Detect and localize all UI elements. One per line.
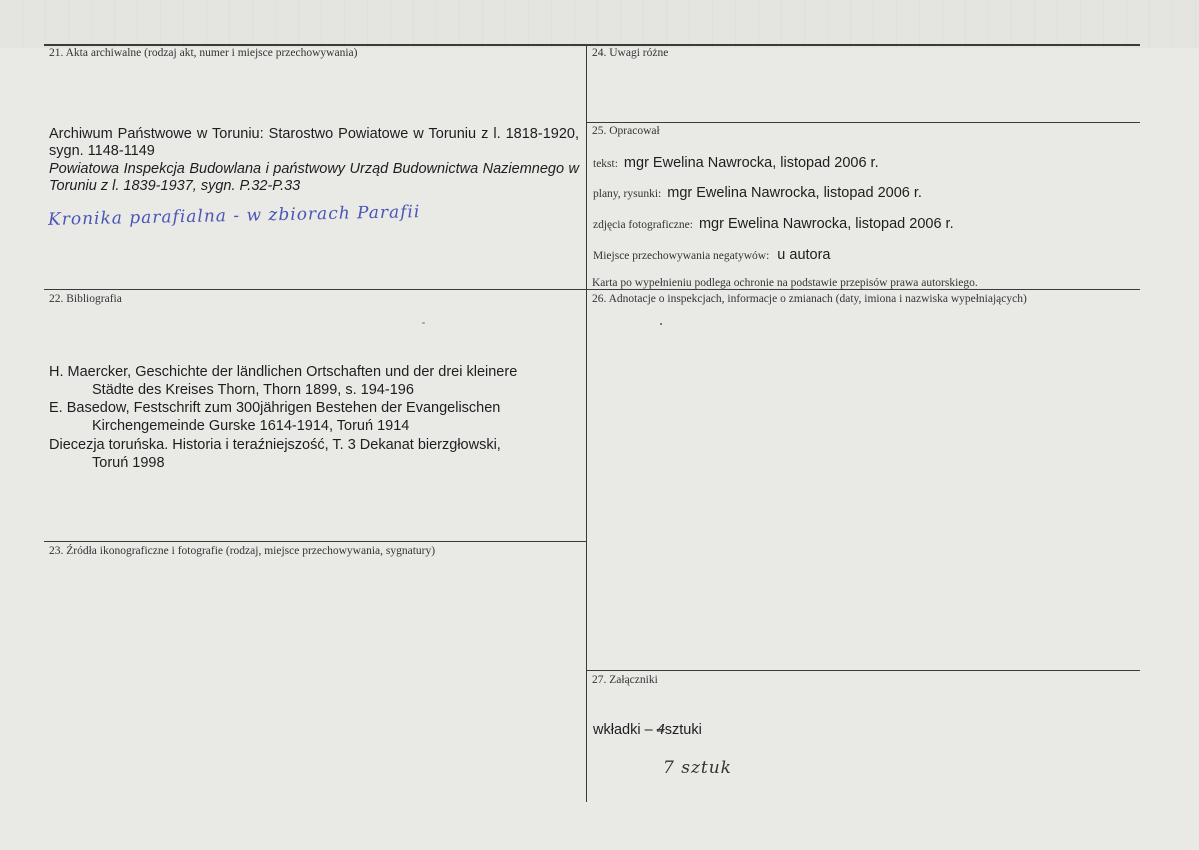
- section-23-label: 23. Źródła ikonograficzne i fotografie (rodzaj, miejsce przechowywania, sygnatury): [49, 545, 436, 557]
- rule-22-top: [44, 289, 1140, 290]
- handwritten-archive-note: Kronika parafialna - w zbiorach Parafii: [47, 202, 421, 230]
- plany-value: mgr Ewelina Nawrocka, listopad 2006 r.: [667, 185, 922, 201]
- scan-dot: [660, 323, 662, 325]
- section-21-label: 21. Akta archiwalne (rodzaj akt, numer i miejsce przechowywania): [49, 47, 358, 59]
- bibliography-entry-line: E. Basedow, Festschrift zum 300jährigen Bestehen der Evangelischen: [49, 400, 501, 416]
- section-22-label: 22. Bibliografia: [49, 293, 122, 305]
- negatywy-value: u autora: [777, 247, 831, 263]
- bibliography-entry-continuation: Toruń 1998: [92, 454, 165, 471]
- tekst-row: [593, 154, 879, 172]
- archive-entry-2: Powiatowa Inspekcja Budowlana i państwowy Urząd Budownictwa Naziemnego w Toruniu z l. 1839-1937, sygn. P.32-P.33: [49, 161, 579, 194]
- copyright-note: Karta po wypełnieniu podlega ochronie na podstawie przepisów prawa autorskiego.: [592, 277, 978, 289]
- handwritten-attachment-count: 7 sztuk: [663, 758, 732, 778]
- bibliography-entry-continuation: Kirchengemeinde Gurske 1614-1914, Toruń 1914: [92, 417, 410, 434]
- wkladki-line: [593, 722, 702, 738]
- bibliography-entry-line: Diecezja toruńska. Historia i teraźniejszość, T. 3 Dekanat bierzgłowski,: [49, 437, 501, 453]
- tekst-label: tekst:: [593, 158, 618, 170]
- bibliography-entry-line: H. Maercker, Geschichte der ländlichen Ortschaften und der drei kleinere: [49, 364, 518, 380]
- bibliography-entry-continuation: Städte des Kreises Thorn, Thorn 1899, s. 194-196: [92, 381, 414, 398]
- section-27-label: 27. Załączniki: [592, 674, 658, 686]
- scan-speck: [422, 322, 425, 324]
- zdjecia-value: mgr Ewelina Nawrocka, listopad 2006 r.: [698, 216, 954, 232]
- zdjecia-label: zdjęcia fotograficzne:: [593, 219, 693, 231]
- bibliography-entry: [49, 364, 579, 399]
- bibliography-entry: [49, 437, 579, 472]
- plany-label: plany, rysunki:: [593, 188, 662, 200]
- section-25-label: 25. Opracował: [592, 125, 660, 137]
- rule-25-top: [586, 122, 1140, 123]
- scan-top-strip: [0, 0, 1199, 48]
- center-divider: [586, 44, 587, 802]
- zdjecia-row: [593, 215, 954, 233]
- wkladki-suffix: sztuki: [664, 722, 702, 738]
- archive-entry-1: Archiwum Państwowe w Toruniu: Starostwo Powiatowe w Toruniu z l. 1818-1920, sygn. 1148-1149: [49, 126, 579, 159]
- tekst-value: mgr Ewelina Nawrocka, listopad 2006 r.: [623, 155, 879, 171]
- bibliography-entry: [49, 400, 579, 435]
- top-rule: [44, 44, 1140, 46]
- plany-row: [593, 184, 922, 202]
- negatywy-row: [593, 246, 831, 264]
- struck-count: 4: [656, 722, 665, 738]
- wkladki-prefix: wkładki –: [593, 722, 653, 738]
- section-26-label: 26. Adnotacje o inspekcjach, informacje o zmianach (daty, imiona i nazwiska wypełniających): [592, 293, 1027, 305]
- rule-23-top: [44, 541, 586, 542]
- negatywy-label: Miejsce przechowywania negatywów:: [593, 250, 770, 262]
- section-24-label: 24. Uwagi różne: [592, 47, 669, 59]
- rule-27-top: [586, 670, 1140, 671]
